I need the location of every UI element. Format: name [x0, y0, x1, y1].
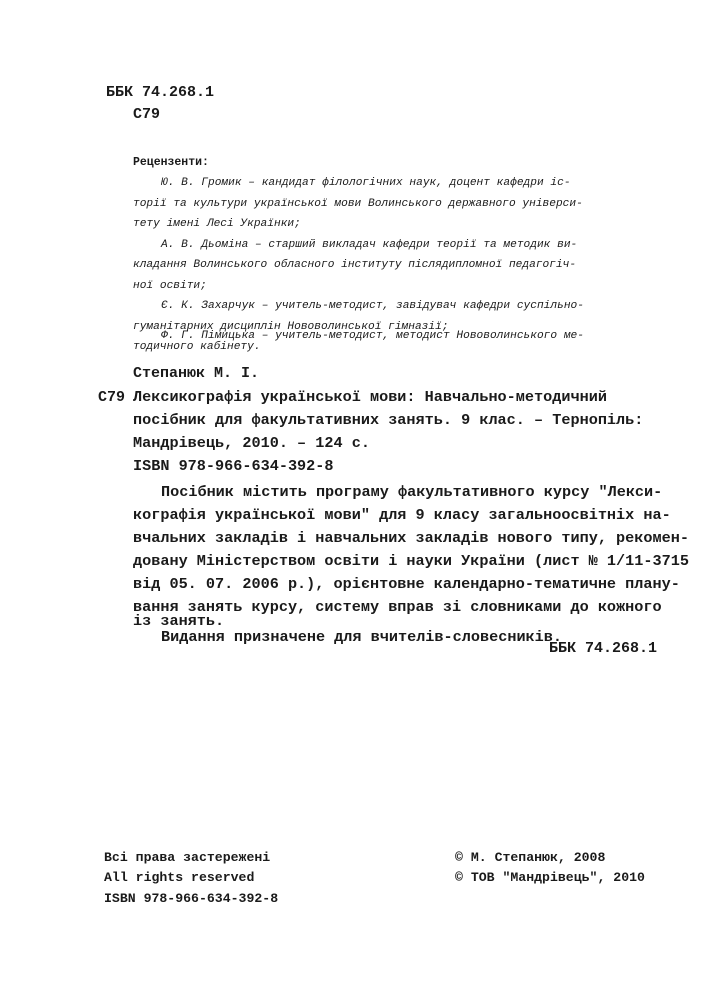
- copyright-author: © М. Степанюк, 2008: [455, 850, 606, 865]
- annotation-line: із занять.: [133, 612, 225, 630]
- annotation-line: вання занять курсу, систему вправ зі словниками до кожного: [133, 598, 662, 616]
- bbk-code-bottom: ББК 74.268.1: [549, 640, 658, 657]
- annotation-line: вчальних закладів і навчальних закладів нового типу, рекомен-: [133, 529, 689, 547]
- reviewers-label: Рецензенти:: [133, 156, 209, 169]
- udc-code-main: С79: [98, 389, 126, 406]
- rights-english: All rights reserved: [104, 870, 255, 885]
- reviewer-line: тодичного кабінету.: [133, 341, 261, 353]
- annotation-line: довану Міністерством освіти і науки України (лист № 1/11-3715: [133, 552, 689, 570]
- reviewer-line: кладання Волинського обласного інституту післядипломної педагогіч-: [133, 259, 577, 271]
- reviewer-line: тету імені Лесі Українки;: [133, 218, 301, 230]
- reviewer-line: ної освіти;: [133, 280, 207, 292]
- rights-ukrainian: Всі права застережені: [104, 850, 271, 865]
- copyright-publisher: © ТОВ "Мандрівець", 2010: [455, 870, 645, 885]
- title-line: Лексикографія української мови: Навчально-методичний: [133, 388, 607, 406]
- annotation-line: кографія української мови" для 9 класу загальноосвітніх на-: [133, 506, 671, 524]
- reviewer-line: А. В. Дьоміна – старший викладач кафедри теорії та методик ви-: [161, 239, 578, 251]
- audience-line: Видання призначене для вчителів-словесників.: [161, 628, 563, 646]
- annotation-line: від 05. 07. 2006 р.), орієнтовне календарно-тематичне плану-: [133, 575, 680, 593]
- annotation-line: Посібник містить програму факультативного курсу "Лекси-: [161, 483, 663, 501]
- reviewer-line: Є. К. Захарчук – учитель-методист, завідувач кафедри суспільно-: [161, 300, 584, 312]
- title-line: посібник для факультативних занять. 9 клас. – Тернопіль:: [133, 411, 644, 429]
- reviewer-line: гуманітарних дисциплін Нововолинської гімназії;: [133, 321, 449, 333]
- reviewer-line: Ф. Г. Пімицька – учитель-методист, методист Нововолинського ме-: [161, 330, 584, 342]
- isbn-footer: ISBN 978-966-634-392-8: [104, 891, 279, 906]
- udc-code-top: С79: [133, 106, 161, 123]
- isbn-main: ISBN 978-966-634-392-8: [133, 457, 334, 475]
- title-line: Мандрівець, 2010. – 124 с.: [133, 434, 370, 452]
- reviewer-line: Ю. В. Громик – кандидат філологічних наук, доцент кафедри іс-: [161, 177, 571, 189]
- bbk-code-top: ББК 74.268.1: [106, 84, 215, 101]
- reviewer-line: торії та культури української мови Волинського державного універси-: [133, 198, 583, 210]
- author-name: Степанюк М. І.: [133, 365, 260, 382]
